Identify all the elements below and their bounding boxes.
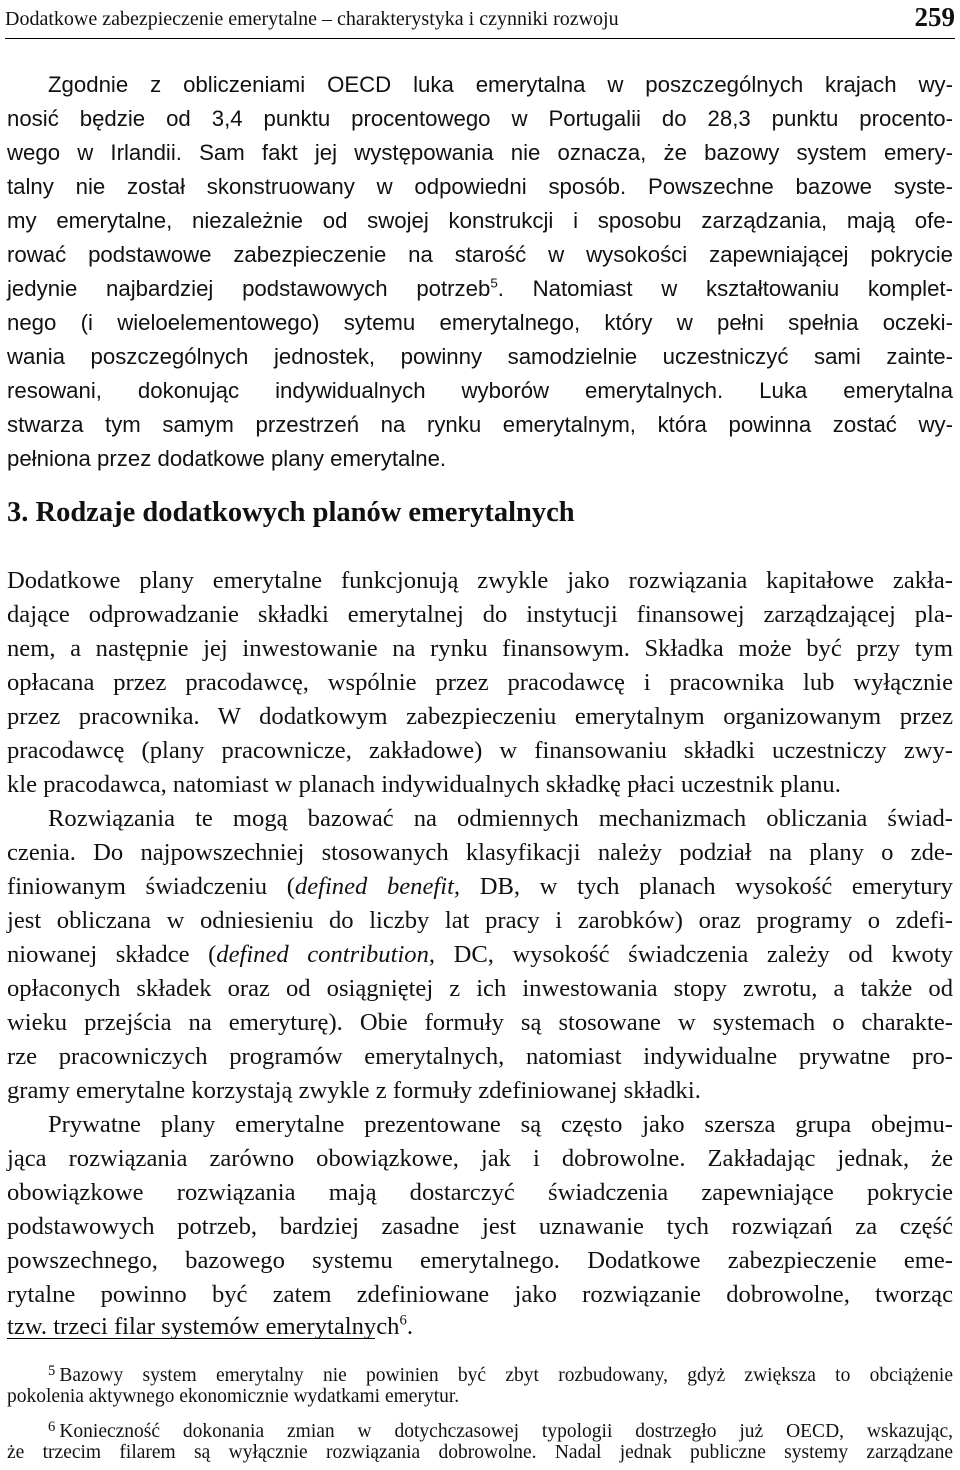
italic-term: defined benefit, xyxy=(294,873,461,900)
text-line: tzw. trzeci filar systemów emerytalnych$^6$. xyxy=(7,1312,413,1340)
text-line: talny nie został skonstruowany w odpowiedni sposób. Powszechne bazowe syste- xyxy=(7,174,953,199)
footnote-line: pokolenia aktywnego ekonomicznie wydatkami emerytur. xyxy=(7,1386,460,1407)
text-line: jedynie najbardziej podstawowych potrzeb$^5$. Natomiast w kształtowaniu komplet- xyxy=(7,275,953,301)
text-line: my emerytalne, niezależnie od swojej konstrukcji i sposobu zarządzania, mają ofe- xyxy=(7,208,953,233)
text-line: rytalne powinno być zatem zdefiniowane jako rozwiązanie dobrowolne, tworząc xyxy=(7,1281,953,1308)
text-line: Rozwiązania te mogą bazować na odmiennych mechanizmach obliczania świad- xyxy=(48,805,953,832)
running-head xyxy=(5,0,955,39)
text-line: czenia. Do najpowszechniej stosowanych klasyfikacji należy podział na plany o zde- xyxy=(7,839,953,866)
text-line: wania poszczególnych jednostek, powinny samodzielnie uczestniczyć sami zainte- xyxy=(7,344,953,369)
text-line: podstawowych potrzeb, bardziej zasadne jest uznawanie tych rozwiązań za część xyxy=(7,1213,953,1240)
text-line: dające odprowadzanie składki emerytalnej do instytucji finansowej zarządzającej pla- xyxy=(7,601,953,628)
text-line: opłacana przez pracodawcę, wspólnie przez pracodawcę i pracownika lub wyłącznie xyxy=(7,669,953,696)
italic-term: defined contribution, xyxy=(216,941,436,968)
footnote-ref-6[interactable]: 6 xyxy=(399,1312,407,1329)
text-line: rować podstawowe zabezpieczenie na starość w wysokości zapewniającej pokrycie xyxy=(7,242,953,267)
running-title: Dodatkowe zabezpieczenie emerytalne – charakterystyka i czynniki rozwoju xyxy=(5,8,619,30)
text-line: Zgodnie z obliczeniami OECD luka emerytalna w poszczególnych krajach wy- xyxy=(48,72,953,97)
footnote-5: $^5$ Bazowy system emerytalny nie powinien być zbyt rozbudowany, gdyż zwiększa to obciążenie xyxy=(48,1363,953,1386)
text-line: rze pracowniczych programów emerytalnych, natomiast indywidualne prywatne pro- xyxy=(7,1043,953,1070)
footnote-separator xyxy=(7,1338,375,1339)
text-line: obowiązkowe rozwiązania mają dostarczyć świadczenia zapewniające pokrycie xyxy=(7,1179,953,1206)
text-line: przez pracownika. W dodatkowym zabezpieczeniu emerytalnym organizowanym przez xyxy=(7,703,953,730)
section-heading: 3. Rodzaje dodatkowych planów emerytalnych xyxy=(7,497,575,528)
footnote-line: że trzecim filarem są wyłącznie rozwiązania dobrowolne. Nadal jednak publiczne systemy zarządzane xyxy=(7,1442,953,1463)
text-line: jąca rozwiązania zarówno obowiązkowe, jak i dobrowolne. Zakładając jednak, że xyxy=(7,1145,953,1172)
text-line: powszechnego, bazowego systemu emerytalnego. Dodatkowe zabezpieczenie eme- xyxy=(7,1247,953,1274)
text-line: nego (i wieloelementowego) sytemu emerytalnego, który w pełni spełnia oczeki- xyxy=(7,310,953,335)
text-line: resowani, dokonując indywidualnych wyborów emerytalnych. Luka emerytalna xyxy=(7,378,953,403)
text-line: stwarza tym samym przestrzeń na rynku emerytalnym, która powinna zostać wy- xyxy=(7,412,953,437)
text-line: Prywatne plany emerytalne prezentowane są często jako szersza grupa obejmu- xyxy=(48,1111,953,1138)
text-line: nosić będzie od 3,4 punktu procentowego w Portugalii do 28,3 punktu procento- xyxy=(7,106,953,131)
text-line: jest obliczana w odniesieniu do liczby lat pracy i zarobków) oraz programy o zdefi- xyxy=(7,907,953,934)
text-line: pełniona przez dodatkowe plany emerytalne. xyxy=(7,446,447,471)
text-line: nem, a następnie jej inwestowanie na rynku finansowym. Składka może być przy tym xyxy=(7,635,953,662)
text-line: Dodatkowe plany emerytalne funkcjonują zwykle jako rozwiązania kapitałowe zakła- xyxy=(7,567,953,594)
text-line: wego w Irlandii. Sam fakt jej występowania nie oznacza, że bazowy system emery- xyxy=(7,140,953,165)
page-number: 259 xyxy=(914,2,955,32)
text-line: opłaconych składek oraz od osiągniętej z ich inwestowania stopy zwrotu, a także od xyxy=(7,975,953,1002)
text-line: finiowanym świadczeniu (defined benefit, DB, w tych planach wysokość emerytury xyxy=(7,873,953,900)
text-line: wieku przejścia na emeryturę). Obie formuły są stosowane w systemach o charakte- xyxy=(7,1009,953,1036)
text-line: gramy emerytalne korzystają zwykle z formuły zdefiniowanej składki. xyxy=(7,1077,701,1104)
text-line: niowanej składce (defined contribution, DC, wysokość świadczenia zależy od kwoty xyxy=(7,941,953,968)
text-line: kle pracodawca, natomiast w planach indywidualnych składkę płaci uczestnik planu. xyxy=(7,771,841,798)
footnote-6: $^6$ Konieczność dokonania zmian w dotychczasowej typologii dostrzegło już OECD, wskazując, xyxy=(48,1419,953,1442)
text-line: pracodawcę (plany pracownicze, zakładowe) w finansowaniu składki uczestniczy zwy- xyxy=(7,737,953,764)
footnote-ref-5[interactable]: 5 xyxy=(490,275,498,291)
